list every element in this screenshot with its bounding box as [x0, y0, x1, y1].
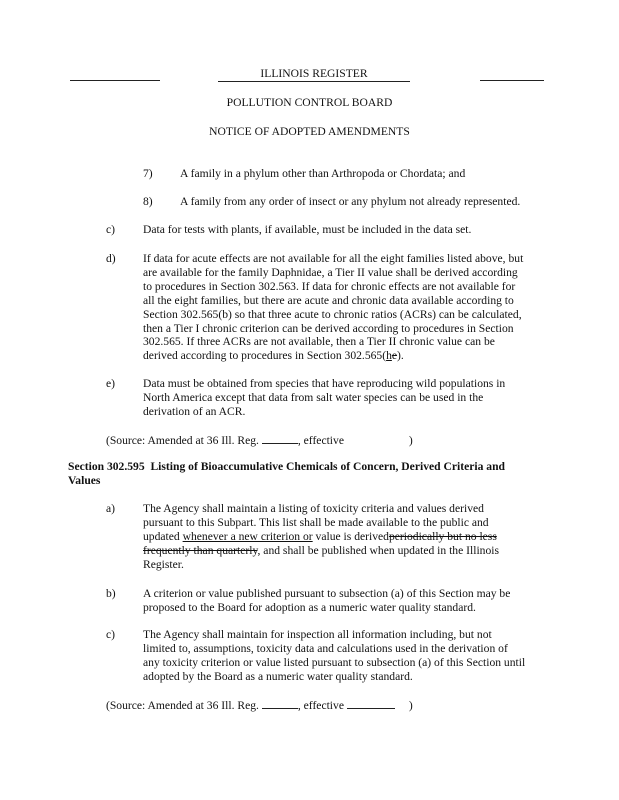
section-b-text: A criterion or value published pursuant to subsection (a) of this Section may be proposed to the Board for adoption as a numeric water quality standard. [143, 587, 511, 614]
subsection-d-label: d) [106, 252, 116, 265]
section-heading: Section 302.595 Listing of Bioaccumulative Chemicals of Concern, Derived Criteria and Values [68, 460, 505, 487]
reg-blank [262, 697, 298, 709]
section-a-label: a) [106, 502, 116, 515]
header-rule-left [70, 80, 160, 81]
source-note-2: (Source: Amended at 36 Ill. Reg. , effective ) [106, 699, 413, 712]
subsection-e-label: e) [106, 377, 116, 390]
inserted-text: h [386, 349, 392, 363]
subsection-d-text: If data for acute effects are not available for all the eight families listed above, but are available for the family Daphnidae, a Tier II value shall be derived according to procedures in Section 302.563. If data for chronic effects are not available for all the eight families, but there are acute and chronic data available according to Section 302.565(b) so that three acute to chronic ratios (ACRs) can be calculated, then a Tier I chronic criterion can be derived according to procedures in Section 302.565. If three ACRs are not available, then a Tier II chronic value can be derived according to procedures in Section 302.565(he). [143, 252, 524, 363]
subsection-c-label: c) [106, 223, 116, 236]
source-note-1: (Source: Amended at 36 Ill. Reg. , effective ) [106, 434, 413, 447]
header-rule-right [480, 80, 544, 81]
subsection-e-text: Data must be obtained from species that have reproducing wild populations in North America except that data from salt water species can be used in the derivation of an ACR. [143, 377, 506, 418]
list-item-8-number: 8) [143, 195, 153, 208]
subsection-c-text: Data for tests with plants, if available, must be included in the data set. [143, 223, 472, 236]
deleted-text: periodically but no less [388, 529, 497, 543]
effective-blank [347, 697, 395, 709]
deleted-text: frequently than quarterly [143, 543, 258, 557]
list-item-7-text: A family in a phylum other than Arthropoda or Chordata; and [180, 167, 466, 180]
section-b-label: b) [106, 587, 116, 600]
list-item-7-number: 7) [143, 167, 153, 180]
inserted-text: whenever a new criterion or [182, 529, 313, 543]
section-a-text: The Agency shall maintain a listing of toxicity criteria and values derived pursuant to this Subpart. This list shall be made available to the public and updated whenever a new criterion or value is derivedperiodically but no less frequently than quarterly, and shall be published when updated in the Illinois Register. [143, 502, 499, 571]
board-title: POLLUTION CONTROL BOARD [226, 96, 393, 109]
section-c-text: The Agency shall maintain for inspection all information including, but not limited to, assumptions, toxicity data and calculations used in the derivation of any toxicity criterion or value listed pursuant to subsection (a) of this Section until adopted by the Board as a numeric water quality standard. [143, 628, 526, 683]
section-c-label: c) [106, 628, 116, 641]
notice-title: NOTICE OF ADOPTED AMENDMENTS [209, 125, 410, 138]
reg-blank [262, 432, 298, 444]
deleted-text: e [391, 349, 398, 363]
list-item-8-text: A family from any order of insect or any phylum not already represented. [180, 195, 521, 208]
register-title: ILLINOIS REGISTER [218, 67, 410, 82]
